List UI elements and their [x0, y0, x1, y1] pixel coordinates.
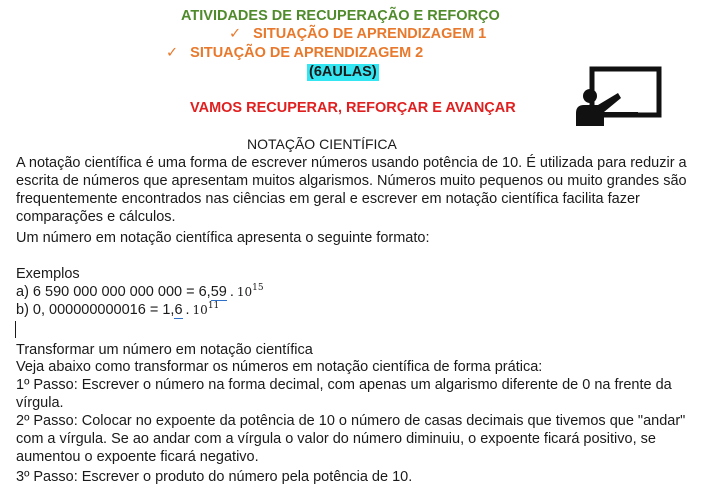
situation-2-heading [166, 45, 423, 61]
checkmark-icon: ✓ [166, 45, 179, 61]
motto-heading: VAMOS RECUPERAR, REFORÇAR E AVANÇAR [190, 100, 516, 116]
situation-1-heading [229, 26, 486, 42]
example-b-prefix: b) 0, 000000000016 = 1, [16, 302, 175, 318]
teacher-at-board-icon [574, 66, 662, 128]
example-b-times: . [185, 302, 190, 318]
example-a-mantissa: 59 [210, 284, 227, 300]
example-b-mantissa: 6 [174, 302, 183, 318]
step-2: 2º Passo: Colocar no expoente da potência de 10 o número de casas decimais que tivemos que "andar" com a vírgula. Se ao andar com a vírgula o valor do número diminuiu, o expoente ficará positivo, se aumentou o expoente ficará negativo. [16, 413, 686, 465]
page-title: NOTAÇÃO CIENTÍFICA [247, 136, 397, 152]
example-b [16, 301, 700, 321]
checkmark-icon: ✓ [229, 26, 242, 42]
text-cursor [15, 321, 16, 338]
transform-heading: Transformar um número em notação científica [16, 342, 313, 358]
example-b-exponent: 11 [207, 301, 220, 311]
situation-2-label: SITUAÇÃO DE APRENDIZAGEM 2 [190, 45, 424, 61]
example-a-exponent: 15 [252, 283, 264, 293]
example-a-times: . [229, 284, 234, 300]
step-1: 1º Passo: Escrever o número na forma decimal, com apenas um algarismo diferente de 0 na frente da vírgula. [16, 377, 672, 411]
example-a-base: 10 [236, 285, 253, 299]
intro-paragraph: A notação científica é uma forma de escrever números usando potência de 10. É utilizada para reduzir a escrita de números que apresentam muitos algarismos. Números muito pequenos ou muito grandes são frequentemente encontrados nas ciências em geral e escrever em notação científica facilita fazer comparações e cálculos. [16, 155, 687, 225]
step-3: 3º Passo: Escrever o produto do número pela potência de 10. [16, 469, 413, 485]
situation-1-label: SITUAÇÃO DE APRENDIZAGEM 1 [253, 26, 487, 42]
activities-heading: ATIVIDADES DE RECUPERAÇÃO E REFORÇO [181, 8, 500, 24]
example-a-prefix: a) 6 590 000 000 000 000 = 6, [16, 284, 211, 300]
example-a [16, 283, 700, 303]
example-b-base: 10 [192, 303, 208, 317]
lessons-badge: (6AULAS) [309, 64, 377, 80]
examples-heading: Exemplos [16, 266, 80, 282]
veja-line: Veja abaixo como transformar os números em notação científica de forma prática: [16, 359, 543, 375]
format-line: Um número em notação científica apresenta o seguinte formato: [16, 230, 430, 246]
